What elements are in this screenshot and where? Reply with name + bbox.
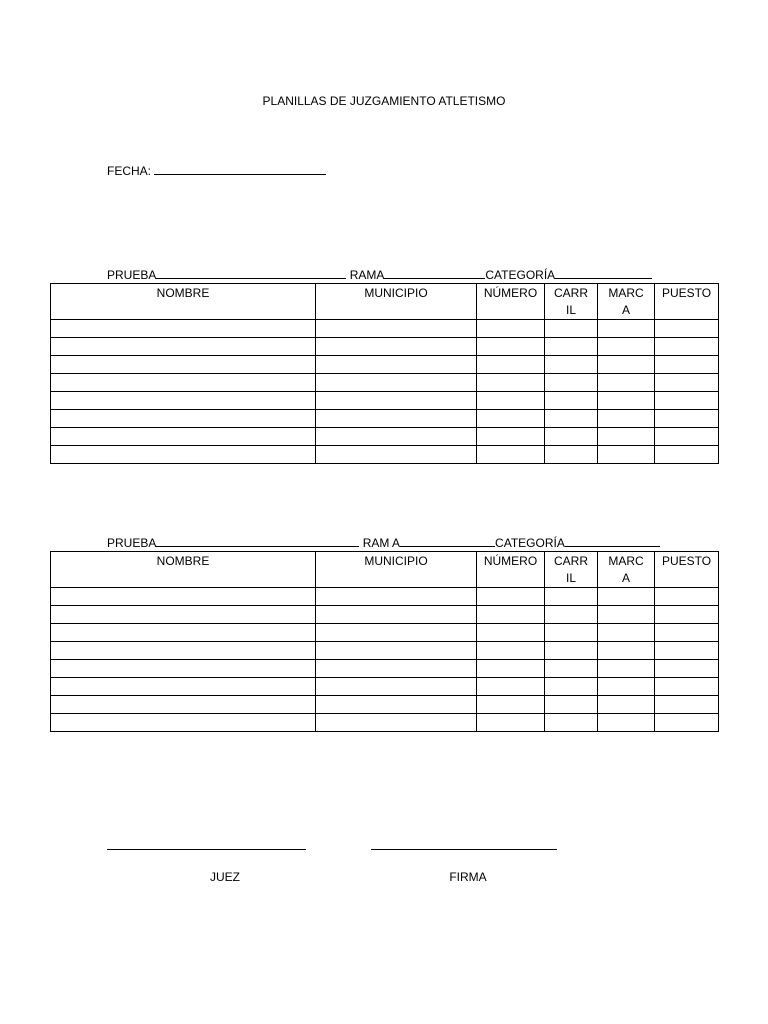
table-cell[interactable] <box>51 714 316 732</box>
col-numero: NÚMERO <box>477 284 545 320</box>
col-municipio: MUNICIPIO <box>316 284 477 320</box>
col-carril: CARRIL <box>545 552 598 588</box>
judging-table-1 <box>50 283 719 464</box>
table-cell[interactable] <box>655 410 719 428</box>
table-cell[interactable] <box>545 678 598 696</box>
table-row <box>51 624 719 642</box>
rama-blank-line[interactable] <box>384 267 485 279</box>
table-cell[interactable] <box>51 678 316 696</box>
table-cell[interactable] <box>477 392 545 410</box>
table-cell[interactable] <box>477 678 545 696</box>
table-cell[interactable] <box>545 320 598 338</box>
table-cell[interactable] <box>545 356 598 374</box>
table-cell[interactable] <box>655 678 719 696</box>
col-puesto: PUESTO <box>655 552 719 588</box>
table-cell[interactable] <box>316 696 477 714</box>
table-cell[interactable] <box>655 374 719 392</box>
table-cell[interactable] <box>655 392 719 410</box>
table-cell[interactable] <box>598 696 655 714</box>
table-cell[interactable] <box>598 356 655 374</box>
date-field <box>107 163 326 178</box>
table-cell[interactable] <box>477 606 545 624</box>
col-marca: MARCA <box>598 284 655 320</box>
table-row <box>51 696 719 714</box>
table-cell[interactable] <box>545 696 598 714</box>
table-cell[interactable] <box>477 410 545 428</box>
table-cell[interactable] <box>545 714 598 732</box>
table-cell[interactable] <box>477 374 545 392</box>
table-row <box>51 410 719 428</box>
table-row <box>51 356 719 374</box>
event-header-1 <box>107 267 652 282</box>
categoria-blank-line[interactable] <box>555 267 652 279</box>
table-cell[interactable] <box>51 338 316 356</box>
table-cell[interactable] <box>598 392 655 410</box>
table-cell[interactable] <box>545 338 598 356</box>
table-cell[interactable] <box>51 642 316 660</box>
col-marca: MARCA <box>598 552 655 588</box>
table-cell[interactable] <box>598 642 655 660</box>
table-cell[interactable] <box>655 356 719 374</box>
table-cell[interactable] <box>51 446 316 464</box>
categoria-label: CATEGORÍA <box>495 536 565 550</box>
table-cell[interactable] <box>477 642 545 660</box>
table-cell[interactable] <box>51 374 316 392</box>
table-cell[interactable] <box>598 428 655 446</box>
table-cell[interactable] <box>545 588 598 606</box>
table-cell[interactable] <box>655 714 719 732</box>
table-cell[interactable] <box>316 374 477 392</box>
table-cell[interactable] <box>598 374 655 392</box>
col-nombre: NOMBRE <box>51 552 316 588</box>
table-cell[interactable] <box>598 678 655 696</box>
table-cell[interactable] <box>598 588 655 606</box>
table-cell[interactable] <box>545 392 598 410</box>
table-cell[interactable] <box>655 624 719 642</box>
table-cell[interactable] <box>477 588 545 606</box>
table-cell[interactable] <box>316 320 477 338</box>
table-cell[interactable] <box>316 588 477 606</box>
col-puesto: PUESTO <box>655 284 719 320</box>
table-row <box>51 374 719 392</box>
table-cell[interactable] <box>598 320 655 338</box>
table-row <box>51 678 719 696</box>
table-cell[interactable] <box>51 410 316 428</box>
table-cell[interactable] <box>316 410 477 428</box>
col-carril: CARRIL <box>545 284 598 320</box>
table-cell[interactable] <box>477 714 545 732</box>
table-row <box>51 446 719 464</box>
fecha-blank-line[interactable] <box>154 163 326 175</box>
col-municipio: MUNICIPIO <box>316 552 477 588</box>
prueba-blank-line[interactable] <box>156 267 346 279</box>
table-cell[interactable] <box>477 356 545 374</box>
rama-blank-line[interactable] <box>400 535 495 547</box>
col-nombre: NOMBRE <box>51 284 316 320</box>
table-cell[interactable] <box>477 696 545 714</box>
table-cell[interactable] <box>51 606 316 624</box>
table-row <box>51 642 719 660</box>
table-cell[interactable] <box>316 678 477 696</box>
table-cell[interactable] <box>598 606 655 624</box>
categoria-blank-line[interactable] <box>565 535 660 547</box>
table-cell[interactable] <box>51 392 316 410</box>
table-cell[interactable] <box>655 606 719 624</box>
table-cell[interactable] <box>545 606 598 624</box>
judging-table-2 <box>50 551 719 732</box>
col-numero: NÚMERO <box>477 552 545 588</box>
table-row <box>51 320 719 338</box>
table-header-row <box>51 284 719 320</box>
prueba-label: PRUEBA <box>107 536 157 550</box>
table-cell[interactable] <box>51 696 316 714</box>
fecha-label: FECHA: <box>107 164 152 178</box>
table-cell[interactable] <box>598 660 655 678</box>
firma-signature-line[interactable] <box>371 837 557 850</box>
table-cell[interactable] <box>316 392 477 410</box>
table-cell[interactable] <box>655 446 719 464</box>
table-row <box>51 338 719 356</box>
prueba-label: PRUEBA <box>107 268 157 282</box>
table-row <box>51 392 719 410</box>
table-cell[interactable] <box>51 356 316 374</box>
table-cell[interactable] <box>545 410 598 428</box>
table-cell[interactable] <box>598 338 655 356</box>
table-cell[interactable] <box>545 446 598 464</box>
table-cell[interactable] <box>545 428 598 446</box>
table-cell[interactable] <box>477 320 545 338</box>
table-cell[interactable] <box>655 660 719 678</box>
juez-signature-line[interactable] <box>107 837 306 850</box>
table-cell[interactable] <box>316 446 477 464</box>
table-cell[interactable] <box>477 338 545 356</box>
table-cell[interactable] <box>51 624 316 642</box>
table-cell[interactable] <box>51 428 316 446</box>
table-cell[interactable] <box>477 660 545 678</box>
table-cell[interactable] <box>655 428 719 446</box>
table-cell[interactable] <box>477 624 545 642</box>
table-cell[interactable] <box>51 660 316 678</box>
table-cell[interactable] <box>598 410 655 428</box>
categoria-label: CATEGORÍA <box>485 268 556 282</box>
table-cell[interactable] <box>598 624 655 642</box>
table-cell[interactable] <box>655 588 719 606</box>
table-row <box>51 660 719 678</box>
table-header-row <box>51 552 719 588</box>
table-row <box>51 714 719 732</box>
table-cell[interactable] <box>316 338 477 356</box>
table-cell[interactable] <box>316 624 477 642</box>
table-cell[interactable] <box>316 356 477 374</box>
table-cell[interactable] <box>545 642 598 660</box>
table-cell[interactable] <box>51 588 316 606</box>
table-cell[interactable] <box>598 446 655 464</box>
table-cell[interactable] <box>598 714 655 732</box>
table-cell[interactable] <box>477 428 545 446</box>
table-row <box>51 588 719 606</box>
firma-label: FIRMA <box>449 870 487 884</box>
table-cell[interactable] <box>655 642 719 660</box>
juez-label: JUEZ <box>210 870 240 884</box>
rama-label: RAMA <box>349 268 385 282</box>
table-cell[interactable] <box>545 660 598 678</box>
table-cell[interactable] <box>51 320 316 338</box>
table-cell[interactable] <box>316 660 477 678</box>
table-cell[interactable] <box>316 714 477 732</box>
table-cell[interactable] <box>655 338 719 356</box>
table-row <box>51 606 719 624</box>
rama-label: RAM A <box>362 536 401 550</box>
event-header-2 <box>107 535 660 550</box>
table-row <box>51 428 719 446</box>
table-cell[interactable] <box>316 606 477 624</box>
table-cell[interactable] <box>316 428 477 446</box>
table-cell[interactable] <box>655 320 719 338</box>
prueba-blank-line[interactable] <box>156 535 359 547</box>
table-cell[interactable] <box>545 374 598 392</box>
table-cell[interactable] <box>477 446 545 464</box>
table-cell[interactable] <box>655 696 719 714</box>
table-cell[interactable] <box>545 624 598 642</box>
table-cell[interactable] <box>316 642 477 660</box>
page-title: PLANILLAS DE JUZGAMIENTO ATLETISMO <box>262 94 506 108</box>
